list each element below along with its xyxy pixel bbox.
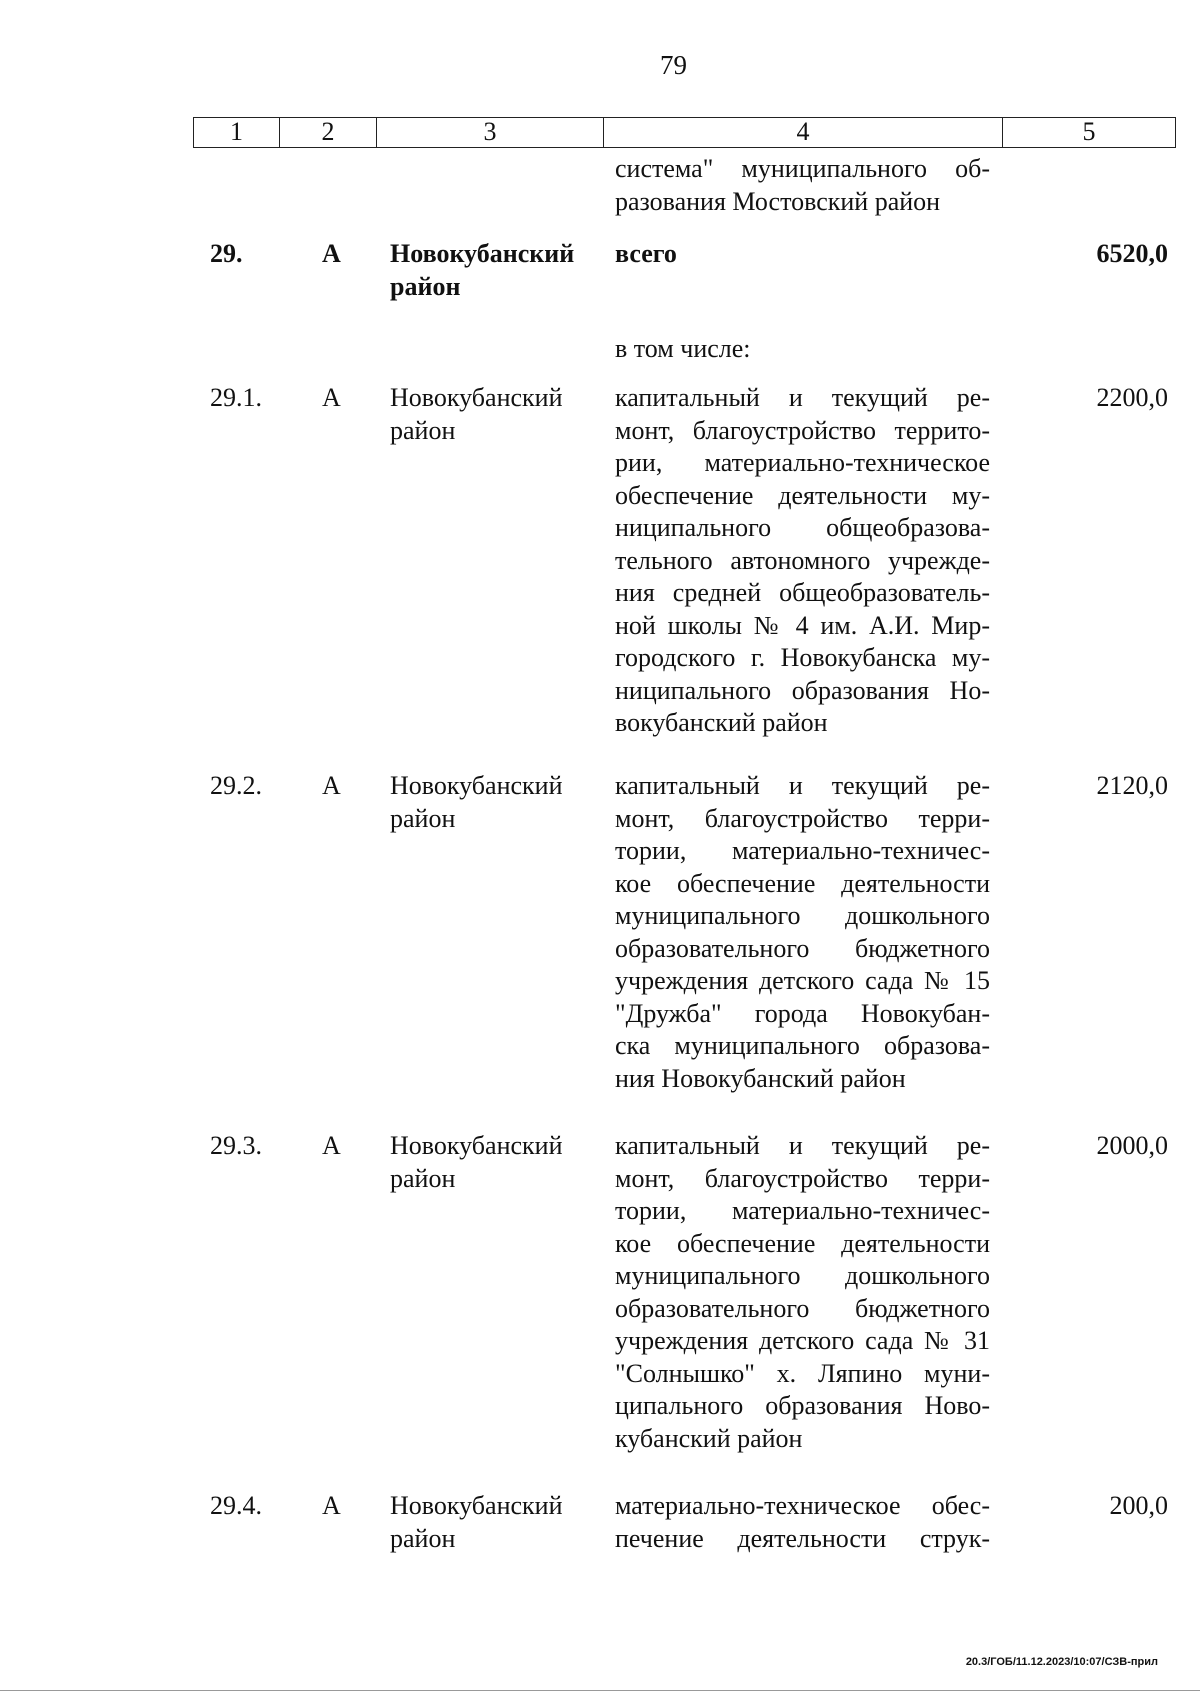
description-line: тельного автономного учрежде- xyxy=(615,545,990,575)
continuation-description xyxy=(615,153,990,218)
description-line: ципального образования Ново- xyxy=(615,1391,990,1420)
row-amount: 200,0 xyxy=(1109,1491,1168,1520)
row-category: А xyxy=(322,239,341,268)
description-line: в том числе: xyxy=(615,334,751,363)
row-category: А xyxy=(322,771,341,800)
description-line: монт, благоустройство терри- xyxy=(615,803,990,833)
row-district: Новокубанский район xyxy=(390,383,563,445)
column-header-5: 5 xyxy=(1082,117,1096,146)
description-line: "Солнышко" х. Ляпино муни- xyxy=(615,1358,990,1388)
description-line: ниципального образования Но- xyxy=(615,675,990,705)
row-district: Новокубанский район xyxy=(390,1491,563,1553)
description-line: капитальный и текущий ре- xyxy=(615,1131,990,1160)
row-description xyxy=(615,1130,990,1455)
description-line: муниципального дошкольного xyxy=(615,901,990,930)
description-line: печение деятельности струк- xyxy=(615,1523,990,1553)
bottom-edge-line xyxy=(0,1690,1200,1691)
description-line: монт, благоустройство терри- xyxy=(615,1163,990,1193)
row-amount: 2000,0 xyxy=(1096,1131,1168,1160)
description-line: материально-техническое обес- xyxy=(615,1491,990,1520)
description-line: капитальный и текущий ре- xyxy=(615,383,990,412)
description-line: ска муниципального образова- xyxy=(615,1031,990,1060)
description-line: ной школы № 4 им. А.И. Мир- xyxy=(615,610,990,640)
column-header-3: 3 xyxy=(377,118,604,147)
row-number: 29. xyxy=(210,239,243,268)
row-district: Новокубанский район xyxy=(390,239,575,301)
row-amount: 2120,0 xyxy=(1096,771,1168,800)
description-line: вокубанский район xyxy=(615,708,828,737)
row-number: 29.2. xyxy=(210,771,262,800)
row-category: А xyxy=(322,383,341,412)
description-line: муниципального дошкольного xyxy=(615,1261,990,1290)
row-description xyxy=(615,333,990,366)
description-line: капитальный и текущий ре- xyxy=(615,771,990,800)
description-line: тории, материально-техничес- xyxy=(615,1196,990,1225)
description-line: кое обеспечение деятельности xyxy=(615,868,990,898)
description-line: образовательного бюджетного xyxy=(615,1293,990,1323)
row-amount: 2200,0 xyxy=(1096,383,1168,412)
column-header-4: 4 xyxy=(604,118,1003,147)
column-header-1: 1 xyxy=(194,118,280,147)
row-district: Новокубанский район xyxy=(390,1131,563,1193)
description-line: всего xyxy=(615,239,677,268)
description-line: система" муниципального об- xyxy=(615,154,990,183)
row-number: 29.3. xyxy=(210,1131,262,1160)
row-description xyxy=(615,1490,990,1555)
description-line: ния Новокубанский район xyxy=(615,1063,906,1093)
description-line: рии, материально-техническое xyxy=(615,448,990,477)
column-header-2: 2 xyxy=(280,118,377,147)
row-description xyxy=(615,238,990,271)
page-number: 79 xyxy=(660,50,687,80)
document-registration-code: 20.3/ГОБ/11.12.2023/10:07/СЗВ-прил xyxy=(965,1656,1158,1668)
row-number: 29.4. xyxy=(210,1491,262,1520)
description-line: обеспечение деятельности му- xyxy=(615,480,990,510)
column-header-row xyxy=(193,117,1176,148)
description-line: разования Мостовский район xyxy=(615,186,941,216)
description-line: монт, благоустройство террито- xyxy=(615,415,990,445)
description-line: кое обеспечение деятельности xyxy=(615,1228,990,1258)
description-line: ния средней общеобразователь- xyxy=(615,578,990,607)
row-district: Новокубанский район xyxy=(390,771,563,833)
row-description xyxy=(615,382,990,740)
row-number: 29.1. xyxy=(210,383,262,412)
description-line: тории, материально-техничес- xyxy=(615,836,990,865)
row-description xyxy=(615,770,990,1095)
description-line: учреждения детского сада № 31 xyxy=(615,1326,990,1355)
row-amount: 6520,0 xyxy=(1096,239,1168,268)
description-line: образовательного бюджетного xyxy=(615,933,990,963)
row-category: А xyxy=(322,1491,341,1520)
row-category: А xyxy=(322,1131,341,1160)
description-line: учреждения детского сада № 15 xyxy=(615,966,990,995)
description-line: кубанский район xyxy=(615,1423,803,1453)
description-line: городского г. Новокубанска му- xyxy=(615,643,990,672)
description-line: ниципального общеобразова- xyxy=(615,513,990,542)
description-line: "Дружба" города Новокубан- xyxy=(615,998,990,1028)
